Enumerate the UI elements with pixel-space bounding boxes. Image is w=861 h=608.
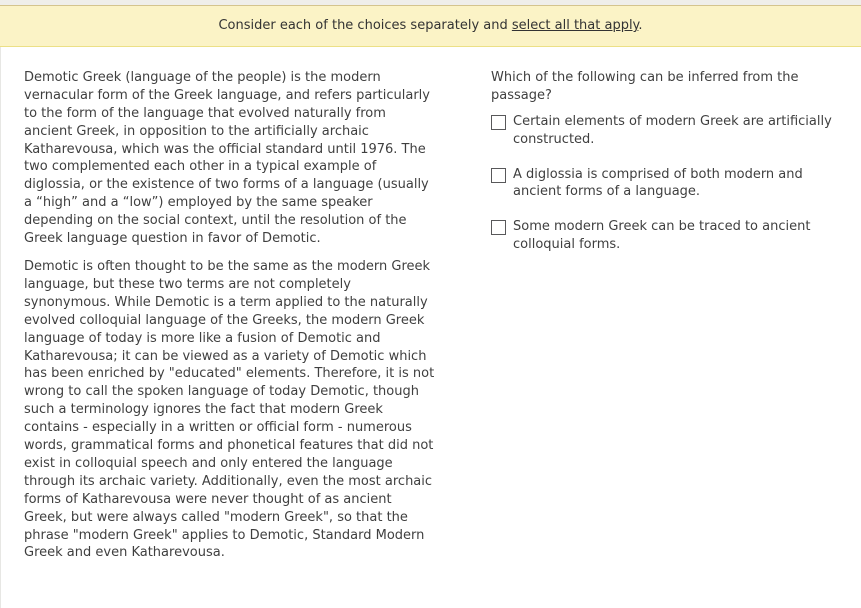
instruction-banner: [0, 5, 861, 47]
question-text: Which of the following can be inferred from the passage?: [491, 69, 799, 103]
answer-choice-3[interactable]: [491, 218, 839, 254]
choice-1-label[interactable]: Certain elements of modern Greek are artificially constructed.: [513, 113, 832, 147]
choice-3-label[interactable]: Some modern Greek can be traced to ancient colloquial forms.: [513, 219, 811, 253]
choice-3-checkbox[interactable]: [491, 220, 506, 235]
passage-paragraph-2: Demotic is often thought to be the same as the modern Greek language, but these two terms are not completely synonymous. While Demotic is a term applied to the naturally evolved colloquial language of the Greeks, the modern Greek language of today is more like a fusion of Demotic and Katharevousa; it can be viewed as a variety of Demotic which has been enriched by "educated" elements. Therefore, it is not wrong to call the spoken language of today Demotic, though such a terminology ignores the fact that modern Greek contains - especially in a written or official form - numerous words, grammatical forms and phonetical features that did not exist in colloquial speech and only entered the language through its archaic variety. Additionally, even the most archaic forms of Katharevousa were never thought of as ancient Greek, but were always called "modern Greek", so that the phrase "modern Greek" applies to Demotic, Standard Modern Greek and even Katharevousa.: [24, 258, 435, 561]
choice-1-checkbox[interactable]: [491, 115, 506, 130]
passage-pane: [24, 69, 436, 572]
choice-2-label[interactable]: A diglossia is comprised of both modern and ancient forms of a language.: [513, 166, 803, 200]
passage-paragraph-1: Demotic Greek (language of the people) is the modern vernacular form of the Greek language, and refers particularly to the form of the language that evolved naturally from ancient Greek, in opposition to the artificially archaic Katharevousa, which was the official standard until 1976. The two complemented each other in a typical example of diglossia, or the existence of two forms of a language (usually a “high” and a “low”) employed by the same speaker depending on the social context, until the resolution of the Greek language question in favor of Demotic.: [24, 69, 430, 247]
banner-text-before: Consider each of the choices separately and: [218, 18, 512, 33]
choice-2-checkbox[interactable]: [491, 168, 506, 183]
answer-choice-1[interactable]: [491, 113, 839, 149]
banner-text-after: .: [638, 18, 643, 33]
question-screen: [0, 47, 861, 608]
question-pane: [491, 69, 839, 271]
answer-choice-2[interactable]: [491, 166, 839, 202]
select-all-that-apply-text: select all that apply: [511, 18, 639, 33]
